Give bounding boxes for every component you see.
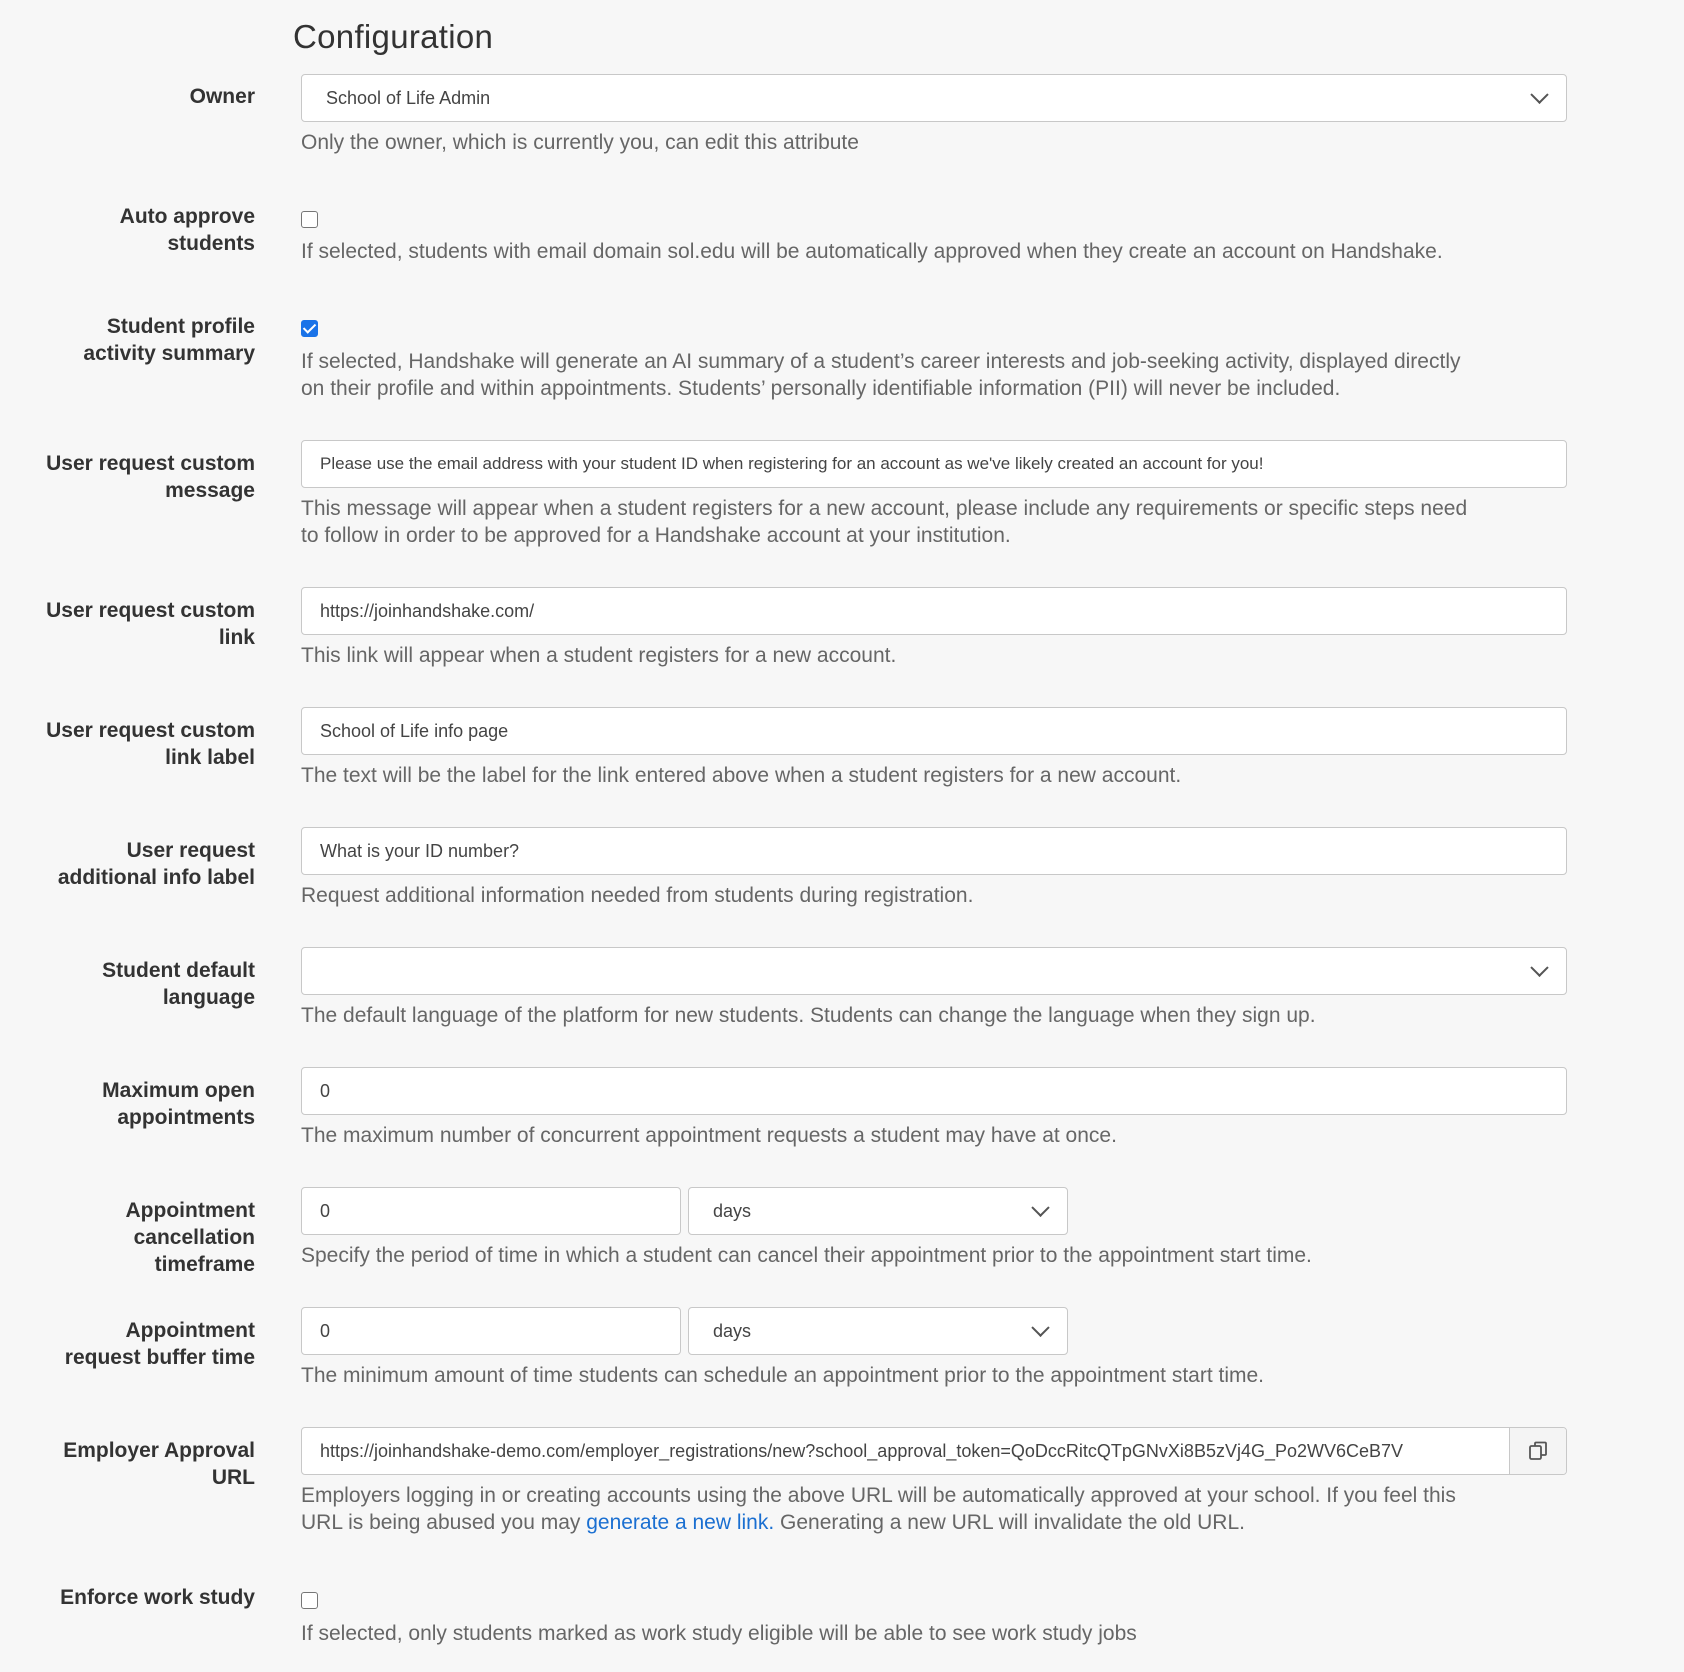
copy-icon bbox=[1527, 1440, 1549, 1462]
owner-select[interactable] bbox=[301, 74, 1567, 122]
employer-url-label: Employer Approval URL bbox=[63, 1439, 255, 1489]
auto-approve-checkbox[interactable] bbox=[301, 211, 318, 228]
work-study-label: Enforce work study bbox=[60, 1586, 255, 1609]
buffer-help: The minimum amount of time students can schedule an appointment prior to the appointment start time. bbox=[301, 1364, 1264, 1387]
owner-label: Owner bbox=[189, 85, 255, 108]
owner-help: Only the owner, which is currently you, can edit this attribute bbox=[301, 131, 859, 154]
additional-info-input[interactable]: What is your ID number? bbox=[301, 827, 1567, 875]
copy-button[interactable] bbox=[1509, 1428, 1566, 1474]
default-language-label: Student default language bbox=[102, 959, 255, 1009]
chevron-down-icon bbox=[1031, 1319, 1049, 1337]
employer-url-input[interactable] bbox=[301, 1427, 1567, 1475]
work-study-help: If selected, only students marked as work study eligible will be able to see work study jobs bbox=[301, 1622, 1137, 1645]
custom-link-label-input[interactable]: School of Life info page bbox=[301, 707, 1567, 755]
buffer-unit-select[interactable] bbox=[688, 1307, 1068, 1355]
chevron-down-icon bbox=[1530, 959, 1548, 977]
additional-info-help: Request additional information needed from students during registration. bbox=[301, 884, 974, 907]
work-study-checkbox[interactable] bbox=[301, 1592, 318, 1609]
buffer-unit-value: days bbox=[713, 1320, 752, 1341]
custom-link-help: This link will appear when a student registers for a new account. bbox=[301, 644, 897, 667]
default-language-select[interactable] bbox=[301, 947, 1567, 995]
auto-approve-help: If selected, students with email domain sol.edu will be automatically approved when they create an account on Handshake. bbox=[301, 240, 1443, 263]
chevron-down-icon bbox=[1031, 1199, 1049, 1217]
custom-link-label: User request custom link bbox=[46, 599, 255, 649]
activity-summary-label: Student profile activity summary bbox=[83, 315, 255, 365]
activity-summary-help: If selected, Handshake will generate an AI summary of a student’s career interests and job-seeking activity, displayed directly on their profile and within appointments. Students’ personally identifiable information (PII) will never be included. bbox=[301, 350, 1461, 400]
additional-info-label: User request additional info label bbox=[57, 839, 255, 889]
activity-summary-checkbox[interactable] bbox=[301, 320, 318, 337]
custom-link-input[interactable]: https://joinhandshake.com/ bbox=[301, 587, 1567, 635]
employer-url-help: Employers logging in or creating accounts using the above URL will be automatically approved at your school. If you feel this URL is being abused you may generate a new link. Generating a new URL will invalidate the old URL. bbox=[301, 1484, 1456, 1534]
cancellation-label: Appointment cancellation timeframe bbox=[125, 1199, 255, 1276]
cancellation-unit-select[interactable] bbox=[688, 1187, 1068, 1235]
custom-message-input[interactable]: Please use the email address with your student ID when registering for an account as we've likely created an account for you! bbox=[301, 440, 1567, 488]
cancellation-value-input[interactable]: 0 bbox=[301, 1187, 681, 1235]
custom-message-help: This message will appear when a student registers for a new account, please include any requirements or specific steps need to follow in order to be approved for a Handshake account at your institution. bbox=[301, 497, 1468, 547]
generate-new-link[interactable]: generate a new link. bbox=[586, 1511, 775, 1534]
max-appointments-label: Maximum open appointments bbox=[102, 1079, 255, 1129]
cancellation-help: Specify the period of time in which a student can cancel their appointment prior to the appointment start time. bbox=[301, 1244, 1312, 1267]
max-appointments-help: The maximum number of concurrent appointment requests a student may have at once. bbox=[301, 1124, 1117, 1147]
owner-value: School of Life Admin bbox=[326, 87, 491, 108]
max-appointments-input[interactable]: 0 bbox=[301, 1067, 1567, 1115]
page-title: Configuration bbox=[293, 18, 494, 55]
buffer-label: Appointment request buffer time bbox=[64, 1319, 255, 1369]
chevron-down-icon bbox=[1530, 86, 1548, 104]
custom-message-label: User request custom message bbox=[46, 452, 255, 502]
buffer-value-input[interactable]: 0 bbox=[301, 1307, 681, 1355]
employer-url-value: https://joinhandshake-demo.com/employer_registrations/new?school_approval_token=QoDccRitcQTpGNvXi8B5zVj4G_Po2WV6CeB7V bbox=[320, 1440, 1404, 1461]
default-language-help: The default language of the platform for new students. Students can change the language when they sign up. bbox=[301, 1004, 1316, 1027]
cancellation-unit-value: days bbox=[713, 1200, 752, 1221]
custom-link-label-help: The text will be the label for the link entered above when a student registers for a new account. bbox=[301, 764, 1182, 787]
custom-link-label-label: User request custom link label bbox=[46, 719, 255, 769]
auto-approve-label: Auto approve students bbox=[119, 205, 255, 255]
